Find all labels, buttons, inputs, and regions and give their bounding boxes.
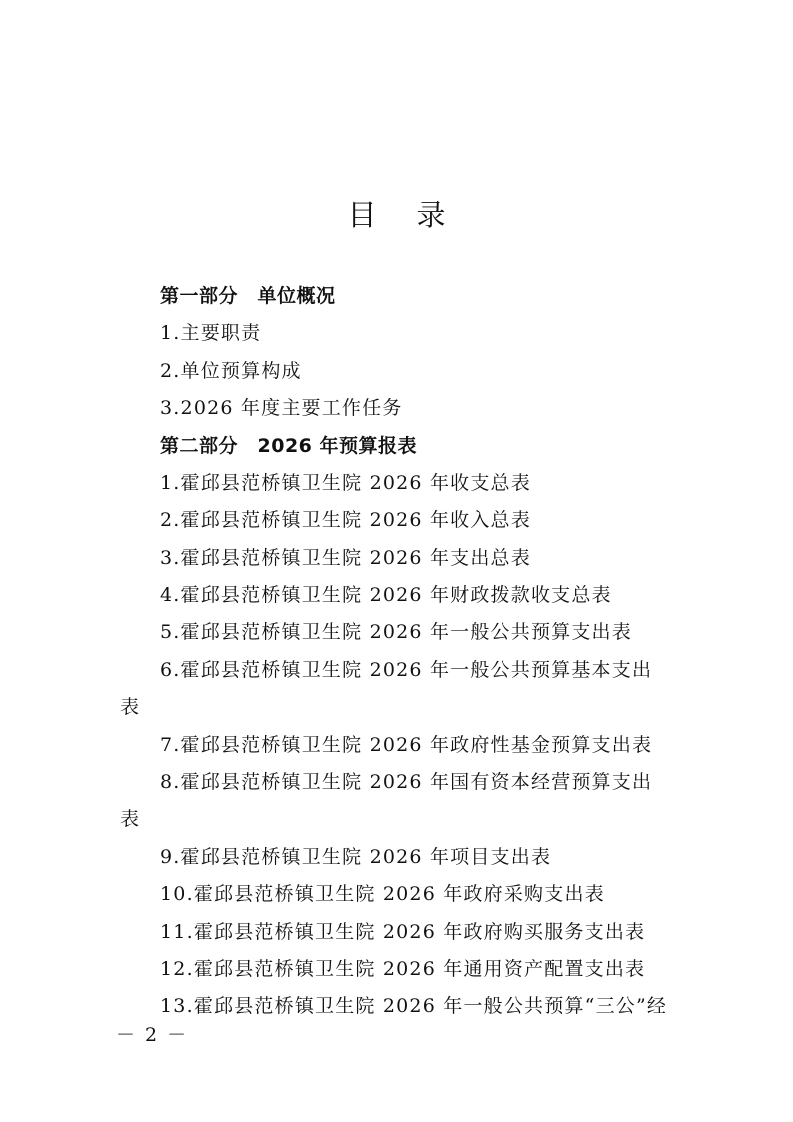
toc-item: 6.霍邱县范桥镇卫生院 2026 年一般公共预算基本支出 <box>160 659 653 681</box>
toc-item: 4.霍邱县范桥镇卫生院 2026 年财政拨款收支总表 <box>160 584 612 606</box>
toc-item: 12.霍邱县范桥镇卫生院 2026 年通用资产配置支出表 <box>160 958 646 980</box>
toc-item: 2.单位预算构成 <box>160 360 302 382</box>
toc-item: 13.霍邱县范桥镇卫生院 2026 年一般公共预算“三公”经 <box>160 995 668 1017</box>
toc-item: 7.霍邱县范桥镇卫生院 2026 年政府性基金预算支出表 <box>160 734 653 756</box>
toc-item-continuation: 表 <box>120 808 141 830</box>
page-number: － 2 － <box>116 1024 189 1046</box>
toc-item: 1.霍邱县范桥镇卫生院 2026 年收支总表 <box>160 472 531 494</box>
toc-item: 3.2026 年度主要工作任务 <box>160 397 403 419</box>
toc-item: 11.霍邱县范桥镇卫生院 2026 年政府购买服务支出表 <box>160 921 646 943</box>
toc-item: 9.霍邱县范桥镇卫生院 2026 年项目支出表 <box>160 846 552 868</box>
toc-item: 10.霍邱县范桥镇卫生院 2026 年政府采购支出表 <box>160 883 605 905</box>
toc-item: 5.霍邱县范桥镇卫生院 2026 年一般公共预算支出表 <box>160 621 632 643</box>
toc-part-heading: 第二部分 2026 年预算报表 <box>160 435 417 457</box>
toc-item-continuation: 表 <box>120 696 141 718</box>
toc-item: 1.主要职责 <box>160 322 262 344</box>
toc-item: 8.霍邱县范桥镇卫生院 2026 年国有资本经营预算支出 <box>160 771 653 793</box>
toc-item: 2.霍邱县范桥镇卫生院 2026 年收入总表 <box>160 509 531 531</box>
page-title: 目录 <box>347 198 486 232</box>
toc-part-heading: 第一部分 单位概况 <box>160 285 336 307</box>
toc-item: 3.霍邱县范桥镇卫生院 2026 年支出总表 <box>160 547 531 569</box>
